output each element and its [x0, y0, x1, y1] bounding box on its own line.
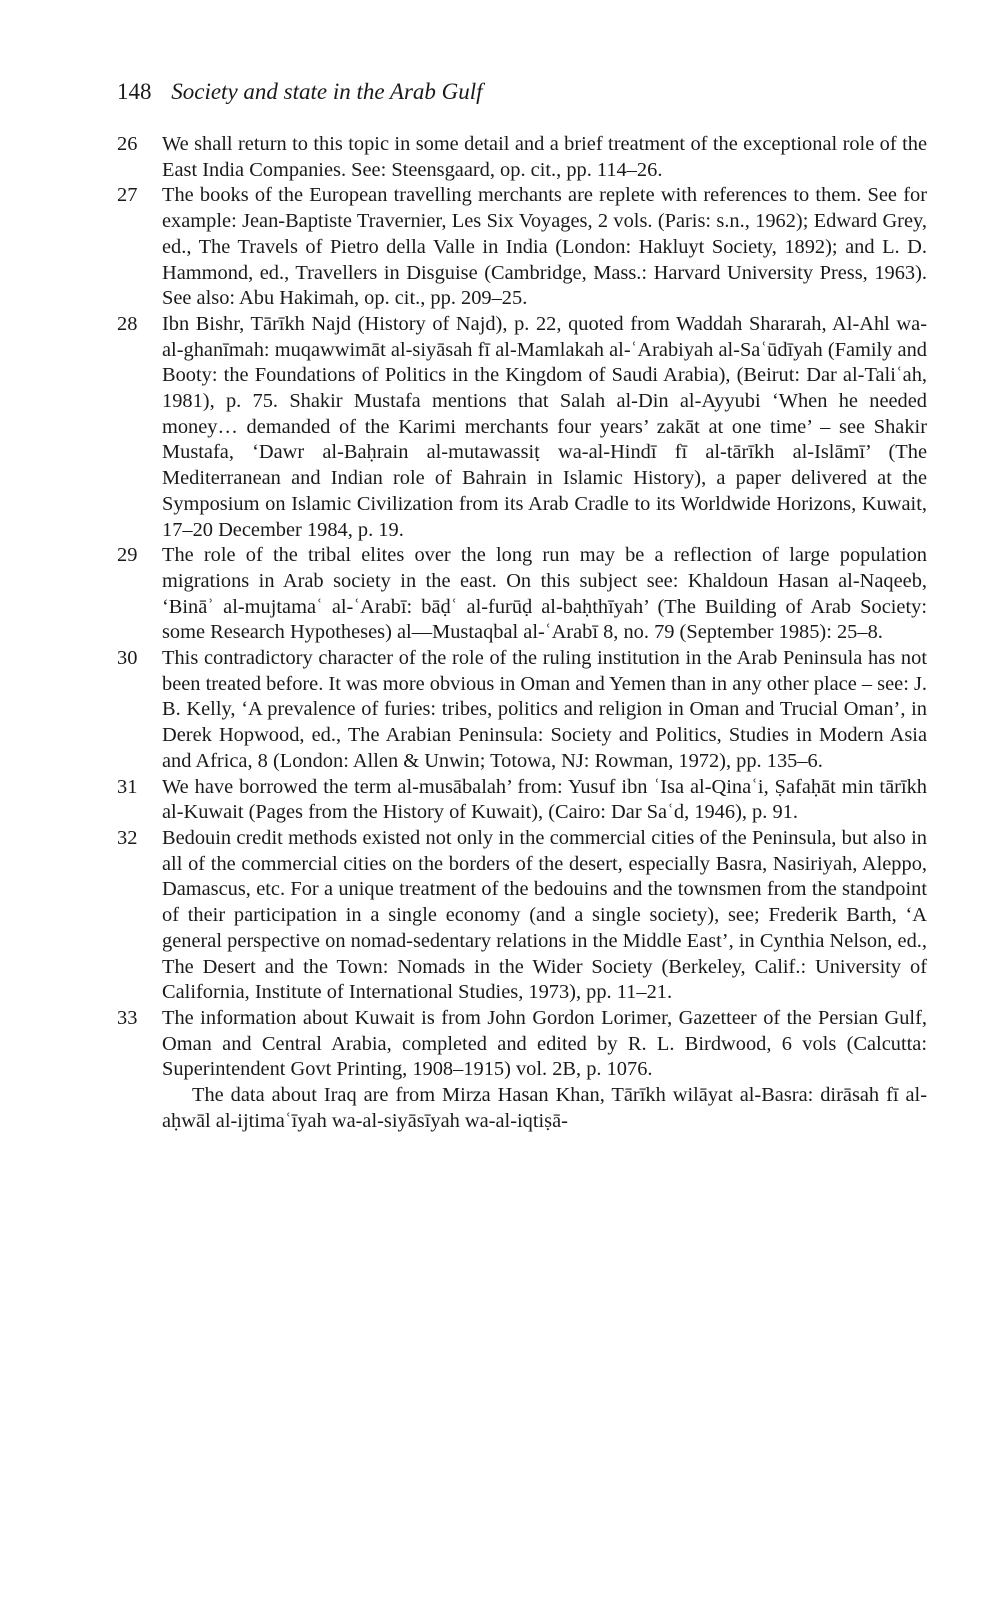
endnote-number: 33	[117, 1006, 138, 1029]
endnote-number: 30	[117, 647, 138, 670]
endnote-number: 28	[117, 312, 138, 335]
endnotes	[117, 132, 927, 1134]
endnote-text: Ibn Bishr, Tārīkh Najd (History of Najd), p. 22, quoted from Waddah Shararah, Al-Ahl wa-al-ghanīmah: muqawwimāt al-siyāsah fī al-Mamlakah al-ʿArabiyah al-Saʿūdīyah (Family and Booty: the Foundations of Politics in the Kingdom of Saudi Arabia), (Beirut: Dar al-Taliʿah, 1981), p. 75. Shakir Mustafa mentions that Salah al-Din al-Ayyubi ‘When he needed money… demanded of the Karimi merchants four years’ zakāt at one time’ – see Shakir Mustafa, ‘Dawr al-Baḥrain al-mutawassiṭ wa-al-Hindī fī al-tārīkh al-Islāmī’ (The Mediterranean and Indian role of Bahrain in Islamic History), a paper delivered at the Symposium on Islamic Civilization from its Arab Cradle to its Worldwide Horizons, Kuwait, 17–20 December 1984, p. 19.	[162, 312, 927, 541]
endnote-number: 29	[117, 544, 138, 567]
page-number: 148	[117, 79, 152, 104]
endnote-number: 27	[117, 184, 138, 207]
endnote-number: 31	[117, 775, 138, 798]
endnote-33	[117, 1006, 927, 1083]
endnote-text: The role of the tribal elites over the long run may be a reflection of large population migrations in Arab society in the east. On this subject see: Khaldoun Hasan al-Naqeeb, ‘Bināʾ al-mujtamaʿ al-ʿArabī: bāḍʿ al-furūḍ al-baḥthīyah’ (The Building of Arab Society: some Research Hypotheses) al—Mustaqbal al-ʿArabī 8, no. 79 (September 1985): 25–8.	[162, 544, 927, 644]
endnote-32	[117, 826, 927, 1006]
endnote-31	[117, 775, 927, 826]
endnote-29	[117, 543, 927, 646]
endnote-28	[117, 312, 927, 543]
endnote-text: This contradictory character of the role of the ruling institution in the Arab Peninsula has not been treated before. It was more obvious in Oman and Yemen than in any other place – see: J. B. Kelly, ‘A prevalence of furies: tribes, politics and religion in Oman and Trucial Oman’, in Derek Hopwood, ed., The Arabian Peninsula: Society and Politics, Studies in Modern Asia and Africa, 8 (London: Allen & Unwin; Totowa, NJ: Rowman, 1972), pp. 135–6.	[162, 647, 927, 772]
endnote-text: We have borrowed the term al-musābalah’ from: Yusuf ibn ʿIsa al-Qinaʿi, Ṣafaḥāt min tārīkh al-Kuwait (Pages from the History of Kuwait), (Cairo: Dar Saʿd, 1946), p. 91.	[162, 775, 927, 824]
endnote-number: 32	[117, 826, 138, 849]
endnote-33-continuation: The data about Iraq are from Mirza Hasan Khan, Tārīkh wilāyat al-Basra: dirāsah fī al-aḥwāl al-ijtimaʿīyah wa-al-siyāsīyah wa-al-iqtiṣā-	[162, 1084, 927, 1132]
endnote-number: 26	[117, 133, 138, 155]
endnote-27	[117, 183, 927, 312]
endnote-text: We shall return to this topic in some detail and a brief treatment of the exceptional role of the East India Companies. See: Steensgaard, op. cit., pp. 114–26.	[162, 133, 927, 181]
running-title: Society and state in the Arab Gulf	[171, 79, 483, 104]
endnote-26	[117, 132, 927, 183]
running-head	[117, 78, 483, 106]
endnote-text: Bedouin credit methods existed not only in the commercial cities of the Peninsula, but also in all of the commercial cities on the borders of the desert, especially Basra, Nasiriyah, Aleppo, Damascus, etc. For a unique treatment of the bedouins and the townsmen from the standpoint of their participation in a single economy (and a single society), see; Frederik Barth, ‘A general perspective on nomad-sedentary relations in the Middle East’, in Cynthia Nelson, ed., The Desert and the Town: Nomads in the Wider Society (Berkeley, Calif.: University of California, Institute of International Studies, 1973), pp. 11–21.	[162, 826, 927, 1004]
endnote-text: The books of the European travelling merchants are replete with references to them. See for example: Jean-Baptiste Travernier, Les Six Voyages, 2 vols. (Paris: s.n., 1962); Edward Grey, ed., The Travels of Pietro della Valle in India (London: Hakluyt Society, 1892); and L. D. Hammond, ed., Travellers in Disguise (Cambridge, Mass.: Harvard University Press, 1963). See also: Abu Hakimah, op. cit., pp. 209–25.	[162, 184, 927, 310]
endnote-text: The information about Kuwait is from John Gordon Lorimer, Gazetteer of the Persian Gulf, Oman and Central Arabia, completed and edited by R. L. Birdwood, 6 vols (Calcutta: Superintendent Govt Printing, 1908–1915) vol. 2B, p. 1076.	[162, 1006, 927, 1081]
endnote-30	[117, 646, 927, 775]
